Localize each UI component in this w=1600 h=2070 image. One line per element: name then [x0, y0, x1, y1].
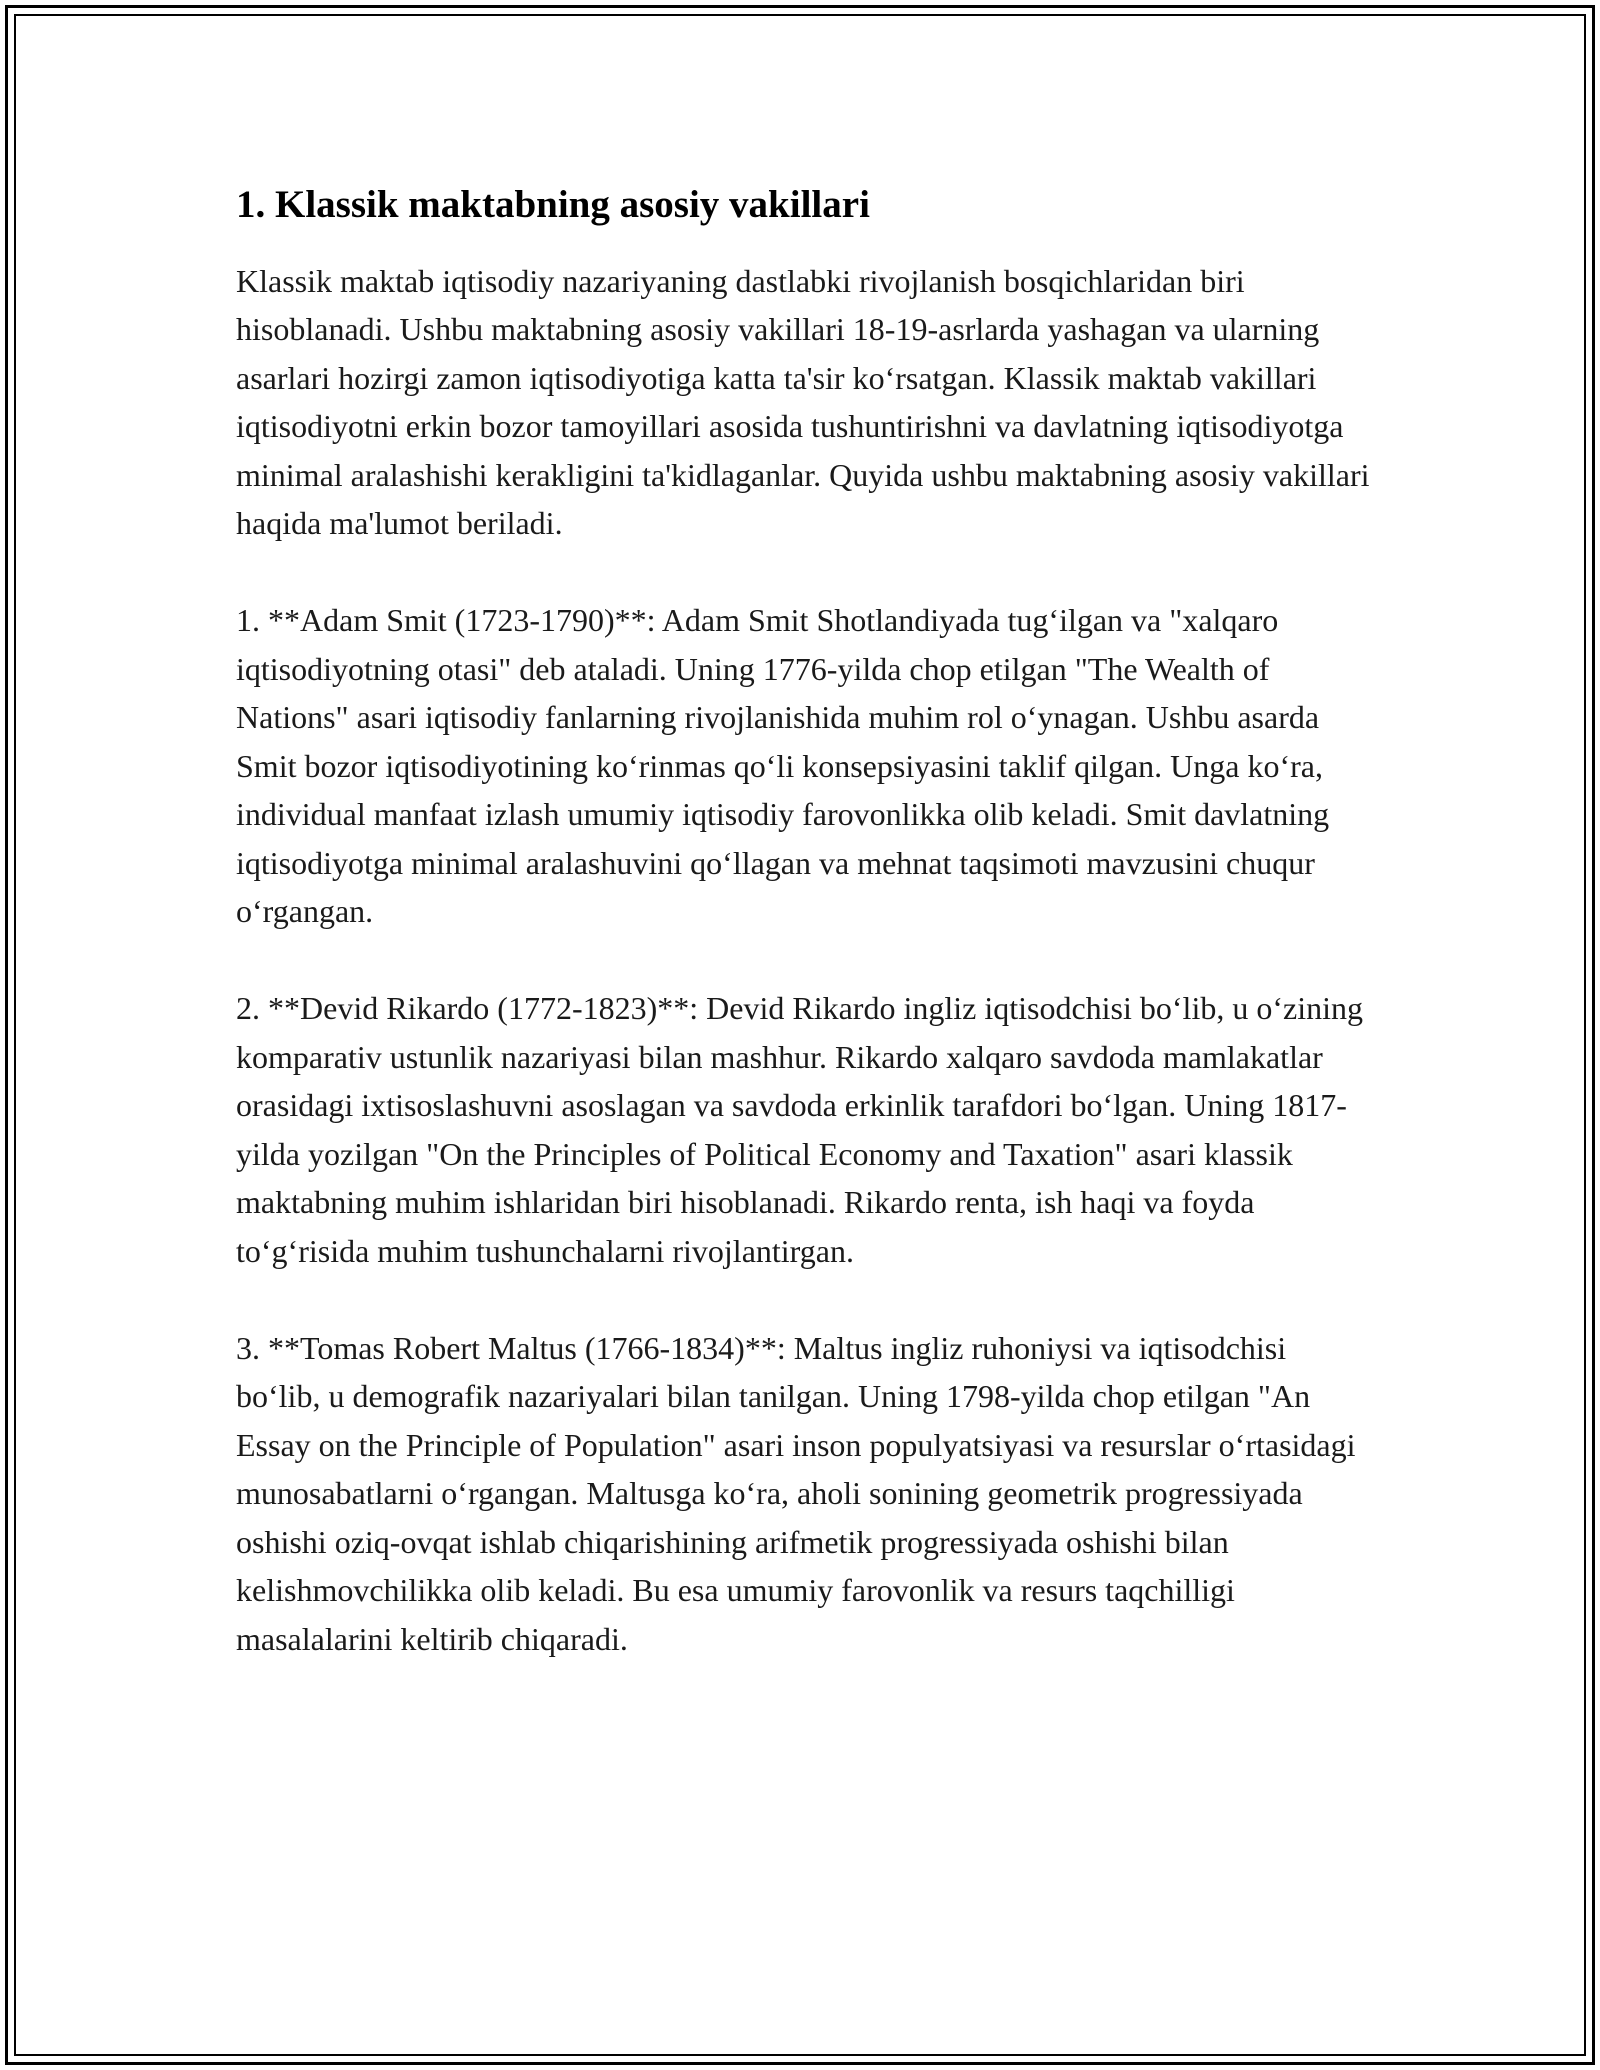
section-tomas-maltus: 3. **Tomas Robert Maltus (1766-1834)**: Maltus ingliz ruhoniysi va iqtisodchisi bo‘lib, u demografik nazariyalari bilan tanilgan. Uning 1798-yilda chop etilgan "An Essay on the Principle of Population" asari inson populyatsiyasi va resurslar o‘rtasidagi munosabatlarni o‘rgangan. Maltusga ko‘ra, aholi sonining geometrik progressiyada oshishi oziq-ovqat ishlab chiqarishining arifmetik progressiyada oshishi bilan kelishmovchilikka olib keladi. Bu esa umumiy farovonlik va resurs taqchilligi masalalarini keltirib chiqaradi.	[236, 1329, 1356, 1657]
document-body	[236, 180, 1376, 1663]
section-devid-rikardo: 2. **Devid Rikardo (1772-1823)**: Devid Rikardo ingliz iqtisodchisi bo‘lib, u o‘zining komparativ ustunlik nazariyasi bilan mashhur. Rikardo xalqaro savdoda mamlakatlar orasidagi ixtisoslashuvni asoslagan va savdoda erkinlik tarafdori bo‘lgan. Uning 1817-yilda yozilgan "On the Principles of Political Economy and Taxation" asari klassik maktabning muhim ishlaridan biri hisoblanadi. Rikardo renta, ish haqi va foyda to‘g‘risida muhim tushunchalarni rivojlantirgan.	[236, 990, 1363, 1269]
section-adam-smit: 1. **Adam Smit (1723-1790)**: Adam Smit Shotlandiyada tug‘ilgan va "xalqaro iqtisodiyotning otasi" deb ataladi. Uning 1776-yilda chop etilgan "The Wealth of Nations" asari iqtisodiy fanlarning rivojlanishida muhim rol o‘ynagan. Ushbu asarda Smit bozor iqtisodiyotining ko‘rinmas qo‘li konsepsiyasini taklif qilgan. Unga ko‘ra, individual manfaat izlash umumiy iqtisodiy farovonlikka olib keladi. Smit davlatning iqtisodiyotga minimal aralashuvini qo‘llagan va mehnat taqsimoti mavzusini chuqur o‘rgangan.	[236, 602, 1330, 930]
intro-paragraph: Klassik maktab iqtisodiy nazariyaning dastlabki rivojlanish bosqichlaridan biri hisoblanadi. Ushbu maktabning asosiy vakillari 18-19-asrlarda yashagan va ularning asarlari hozirgi zamon iqtisodiyotiga katta ta'sir ko‘rsatgan. Klassik maktab vakillari iqtisodiyotni erkin bozor tamoyillari asosida tushuntirishni va davlatning iqtisodiyotga minimal aralashishi kerakligini ta'kidlaganlar. Quyida ushbu maktabning asosiy vakillari haqida ma'lumot beriladi.	[236, 262, 1370, 542]
page-title: 1. Klassik maktabning asosiy vakillari	[236, 183, 870, 226]
